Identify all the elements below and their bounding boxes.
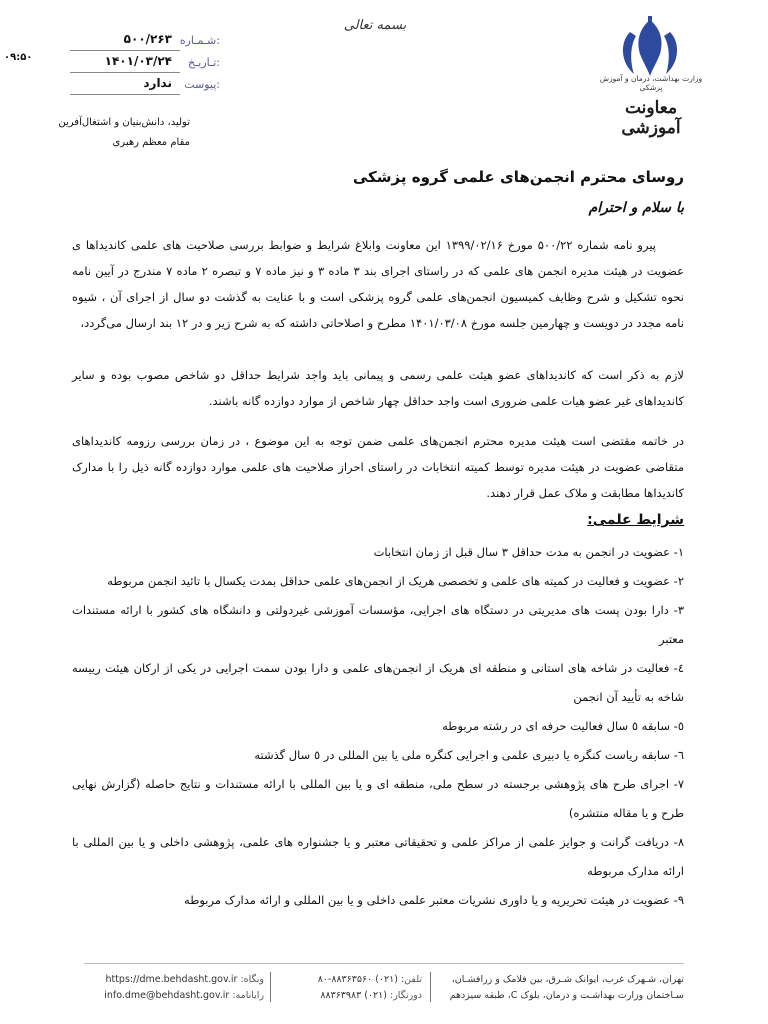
footer-divider (84, 963, 684, 964)
website-label: وبگاه: (240, 974, 264, 985)
attachment-row (70, 76, 220, 96)
list-item: ۱- عضویت در انجمن به مدت حداقل ۳ سال قبل از زمان انتخابات (373, 545, 684, 559)
divider (430, 972, 431, 1002)
fax-label: دورنگار: (390, 990, 422, 1001)
ministry-name: وزارت بهداشت، درمان و آموزش پزشکی (599, 74, 703, 92)
divider (70, 50, 180, 51)
phone-value: (۰۲۱) ۸۸۳۶۳۵۶۰-۸۰ (317, 974, 398, 985)
letter-number-row (70, 32, 220, 52)
email-label: رایانامه: (232, 990, 264, 1001)
footer-website (84, 974, 264, 985)
list-item: ۷- اجرای طرح های پژوهشی برجسته در سطح ملی، منطقه ای و یا بین المللی با ارائه مستندات و نتایج حاصله (گزارش نهایی طرح و یا مقاله منتشره) (72, 777, 684, 820)
divider (270, 972, 271, 1002)
list-item: ٥- سابقه ٥ سال فعالیت حرفه ای در رشته مربوطه (442, 719, 684, 733)
body-paragraph: لازم به ذکر است که کاندیداهای عضو هیئت علمی رسمی و پیمانی باید واجد شرایط حداقل دو شاخص مصوب بوده و سایر کاندیداهای غیر عضو هیات علمی ضروری است واجد حداقل چهار شاخص از موارد دوازده گانه باشند. (72, 368, 684, 408)
greeting: با سلام و احترام (588, 200, 684, 216)
website-link[interactable]: https://dme.behdasht.gov.ir (105, 974, 238, 985)
list-item: ۹- عضویت در هیئت تحریریه و یا داوری نشریات معتبر علمی داخلی و یا بین المللی و ارائه مدارک مربوطه (184, 893, 684, 907)
letter-date-row (70, 54, 220, 74)
time-stamp: ۰۹:۵۰ (4, 52, 33, 63)
slogan-source: مقام معظم رهبری (112, 137, 190, 148)
body-paragraph: پیرو نامه شماره ۵۰۰/۲۲ مورخ ۱۳۹۹/۰۲/۱۶ این معاونت وابلاغ شرایط و ضوابط بررسی صلاحیت های علمی کاندیداها ی عضویت در هیئت مدیره انجمن های علمی که در راستای اجرای بند ۳ ماده ۳ و نیز ماده ۷ و تبصره ۲ ماده ۷ مندرج در آیین نامه نحوه تشکیل و شرح وظایف کمیسیون انجمن‌های علمی گروه پزشکی است و با عنایت به گذشت دو سال از اجرای آن ، شیوه نامه مجدد در دویست و چهارمین جلسه مورخ ۱۴۰۱/۰۳/۰۸ مطرح و اصلاحاتی داشته که به شرح زیر و در ۱۲ بند ارسال می‌گردد، (72, 238, 684, 330)
attachment-label: پيوست: (184, 78, 220, 91)
section-title: شرایط علمی: (587, 512, 684, 528)
email-link[interactable]: info.dme@behdasht.gov.ir (104, 990, 230, 1001)
footer-fax (282, 990, 422, 1001)
letter-date-label: تـاريـخ: (187, 56, 220, 69)
letter-number-label: شـمـاره: (179, 34, 220, 47)
bismillah-heading: بسمه تعالی (343, 18, 407, 33)
divider (70, 94, 180, 95)
letter-number-value: ۵۰۰/۲۶۳ (123, 32, 172, 46)
list-item: ٤- فعالیت در شاخه های استانی و منطقه ای هریک از انجمن‌های علمی و دارا بودن سمت اجرایی در یکی از ارکان هیئت رییسه شاخه به تأیید آن انجمن (72, 661, 684, 704)
footer-phone (282, 974, 422, 985)
body-paragraph: در خاتمه مقتضی است هیئت مدیره محترم انجمن‌های علمی ضمن توجه به این موضوع ، در زمان بررسی رزومه کاندیداهای متقاضی عضویت در هیئت مدیره توسط کمیته انتخابات در راستای احراز صلاحیت های علمی موارد دوازده گانه ذیل را با مدارک کاندیداها مطابقت و ملاک عمل قرار دهند. (72, 434, 684, 500)
list-item: ٦- سابقه ریاست کنگره یا دبیری علمی و اجرایی کنگره ملی یا بین المللی در ٥ سال گذشته (254, 748, 684, 762)
fax-value: (۰۲۱) ۸۸۳۶۳۹۸۳ (320, 990, 387, 1001)
letter-date-value: ۱۴۰۱/۰۳/۲۴ (104, 54, 172, 68)
list-item: ۲- عضویت و فعالیت در کمیته های علمی و تخصصی هریک از انجمن‌های علمی حداقل بمدت یکسال با تائید انجمن مربوطه (107, 574, 684, 588)
addressee: روسای محترم انجمن‌های علمی گروه پزشکی (352, 168, 684, 186)
conditions-list (72, 538, 684, 915)
deputy-name: معاونت آموزشی (621, 98, 681, 138)
list-item: ۸- دریافت گرانت و جوایز علمی از مراکز علمی و تحقیقاتی معتبر و یا جشنواره های علمی، پژوهشی داخلی و یا بین المللی با ارائه مدارک مربوطه (72, 835, 684, 878)
footer-address-line-1: تهران، شـهرک غرب، ایوانک شـرق، بین فلامک و زرافشـان، (451, 974, 684, 985)
phone-label: تلفن: (400, 974, 422, 985)
slogan-line: تولید، دانش‌بنیان و اشتغال‌آفرین (58, 117, 190, 128)
list-item: ۳- دارا بودن پست های مدیریتی در دستگاه های اجرایی، مؤسسات آموزشی غیردولتی و دانشگاه های کشور با ارائه مستندات معتبر (72, 603, 684, 646)
attachment-value: ندارد (143, 76, 172, 90)
divider (70, 72, 180, 73)
footer-email (84, 990, 264, 1001)
footer-address-line-2: سـاختمان وزارت بهداشـت و درمان، بلوک C، طبقه سیزدهم (449, 990, 684, 1001)
